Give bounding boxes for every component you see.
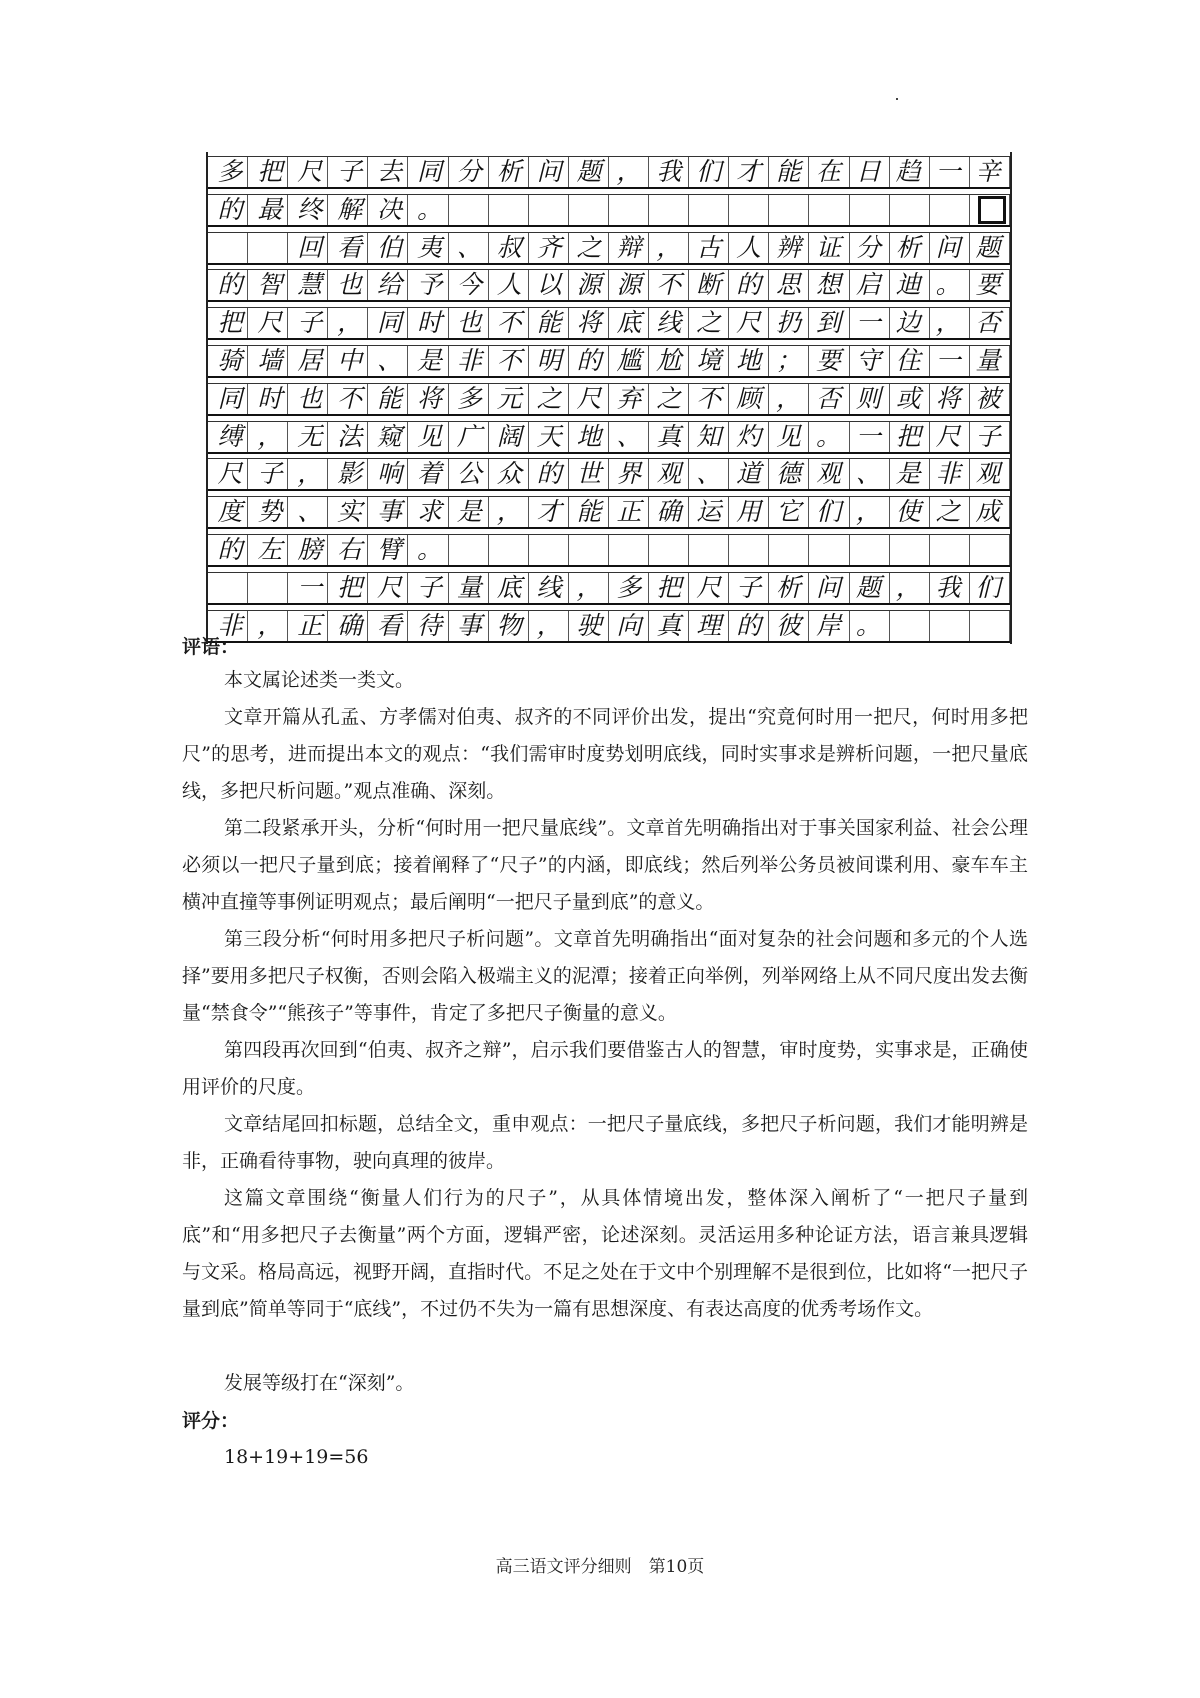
essay-row-text: 的 左 膀 右 臂 。 — [217, 535, 442, 564]
essay-row-text: 把 尺 子 ， 同 时 也 不 能 将 底 线 之 尺 扔 到 一 边 ， 否 — [217, 308, 1001, 338]
essay-row-text: 回 看 伯 夷 、 叔 齐 之 辩 ， 古 人 辨 证 分 析 问 题 — [297, 232, 1001, 262]
essay-grid-row — [208, 610, 1010, 643]
score-value: 18+19+19=56 — [224, 1446, 369, 1468]
essay-row-text: 缚 ， 无 法 窥 见 广 阔 天 地 、 真 知 灼 见 。 一 把 尺 子 — [217, 421, 1001, 451]
essay-row-text: 骑 墙 居 中 、 是 非 不 明 的 尴 尬 境 地 ； 要 守 住 一 量 — [217, 346, 1001, 375]
essay-row-text: 非 ， 正 确 看 待 事 物 ， 驶 向 真 理 的 彼 岸 。 — [217, 610, 881, 640]
comment-paragraph-8: 发展等级打在“深刻”。 — [224, 1372, 415, 1394]
essay-grid-row — [208, 307, 1010, 340]
essay-grid-row — [208, 458, 1010, 491]
essay-grid-row — [208, 383, 1010, 416]
essay-row-text: 的 智 慧 也 给 予 今 人 以 源 源 不 断 的 思 想 启 迪 。 要 — [217, 270, 1001, 300]
essay-row-text: 一 把 尺 子 量 底 线 ， 多 把 尺 子 析 问 题 ， 我 们 — [297, 572, 1001, 602]
comment-paragraph-1: 本文属论述类一类文。 — [224, 669, 415, 691]
essay-row-text: 同 时 也 不 能 将 多 元 之 尺 弃 之 不 顾 ， 否 则 或 将 被 — [217, 383, 1001, 413]
essay-grid-row — [208, 345, 1010, 378]
comment-paragraph-6: 文章结尾回扣标题，总结全文，重申观点：一把尺子量底线，多把尺子析问题，我们才能明辨是非，正确看待事物，驶向真理的彼岸。 — [182, 1113, 1028, 1172]
essay-row-text: 的 最 终 解 决 。 — [217, 194, 442, 224]
comment-paragraph-4: 第三段分析“何时用多把尺子析问题”。文章首先明确指出“面对复杂的社会问题和多元的个人选择”要用多把尺子权衡，否则会陷入极端主义的泥潭；接着正向举例，列举网络上从不同尺度出发去衡量“禁食令”“熊孩子”等事件，肯定了多把尺子衡量的意义。 — [182, 928, 1028, 1024]
essay-row-text: 度 势 、 实 事 求 是 ， 才 能 正 确 运 用 它 们 ， 使 之 成 — [217, 497, 1001, 527]
score-label: 评分： — [182, 1410, 240, 1432]
essay-grid-row — [208, 496, 1010, 529]
comment-paragraph-3: 第二段紧承开头，分析“何时用一把尺量底线”。文章首先明确指出对于事关国家利益、社会公理必须以一把尺子量到底；接着阐释了“尺子”的内涵，即底线；然后列举公务员被间谍利用、豪车车主横冲直撞等事例证明观点；最后阐明“一把尺子量到底”的意义。 — [182, 817, 1028, 913]
essay-row-text: 尺 子 ， 影 响 着 公 众 的 世 界 观 、 道 德 观 、 是 非 观 — [217, 459, 1001, 489]
essay-grid-row — [208, 269, 1010, 302]
essay-grid-row — [208, 534, 1010, 567]
handwritten-essay-grid — [206, 152, 1012, 644]
scan-speck — [896, 98, 898, 100]
essay-grid-row — [208, 194, 1010, 227]
essay-grid-row — [208, 232, 1010, 265]
comment-paragraph-5: 第四段再次回到“伯夷、叔齐之辩”，启示我们要借鉴古人的智慧，审时度势，实事求是，正确使用评价的尺度。 — [182, 1039, 1028, 1098]
page-footer: 高三语文评分细则 第10页 — [495, 1557, 705, 1577]
essay-grid-row — [208, 421, 1010, 454]
essay-grid-row — [208, 156, 1010, 189]
comment-label: 评语： — [182, 636, 240, 658]
comment-paragraph-2: 文章开篇从孔孟、方孝儒对伯夷、叔齐的不同评价出发，提出“究竟何时用一把尺，何时用多把尺”的思考，进而提出本文的观点：“我们需审时度势划明底线，同时实事求是辨析问题，一把尺量底线，多把尺析问题。”观点准确、深刻。 — [182, 706, 1028, 802]
essay-grid-row — [208, 572, 1010, 605]
grid-marker-box — [978, 196, 1006, 224]
comment-paragraph-7: 这篇文章围绕“衡量人们行为的尺子”，从具体情境出发，整体深入阐析了“一把尺子量到底”和“用多把尺子去衡量”两个方面，逻辑严密，论述深刻。灵活运用多种论证方法，语言兼具逻辑与文采。格局高远，视野开阔，直指时代。不足之处在于文中个别理解不是很到位，比如将“一把尺子量到底”简单等同于“底线”，不过仍不失为一篇有思想深度、有表达高度的优秀考场作文。 — [182, 1187, 1028, 1320]
essay-row-text: 多 把 尺 子 去 同 分 析 问 题 ， 我 们 才 能 在 日 趋 一 辛 — [217, 157, 1001, 186]
